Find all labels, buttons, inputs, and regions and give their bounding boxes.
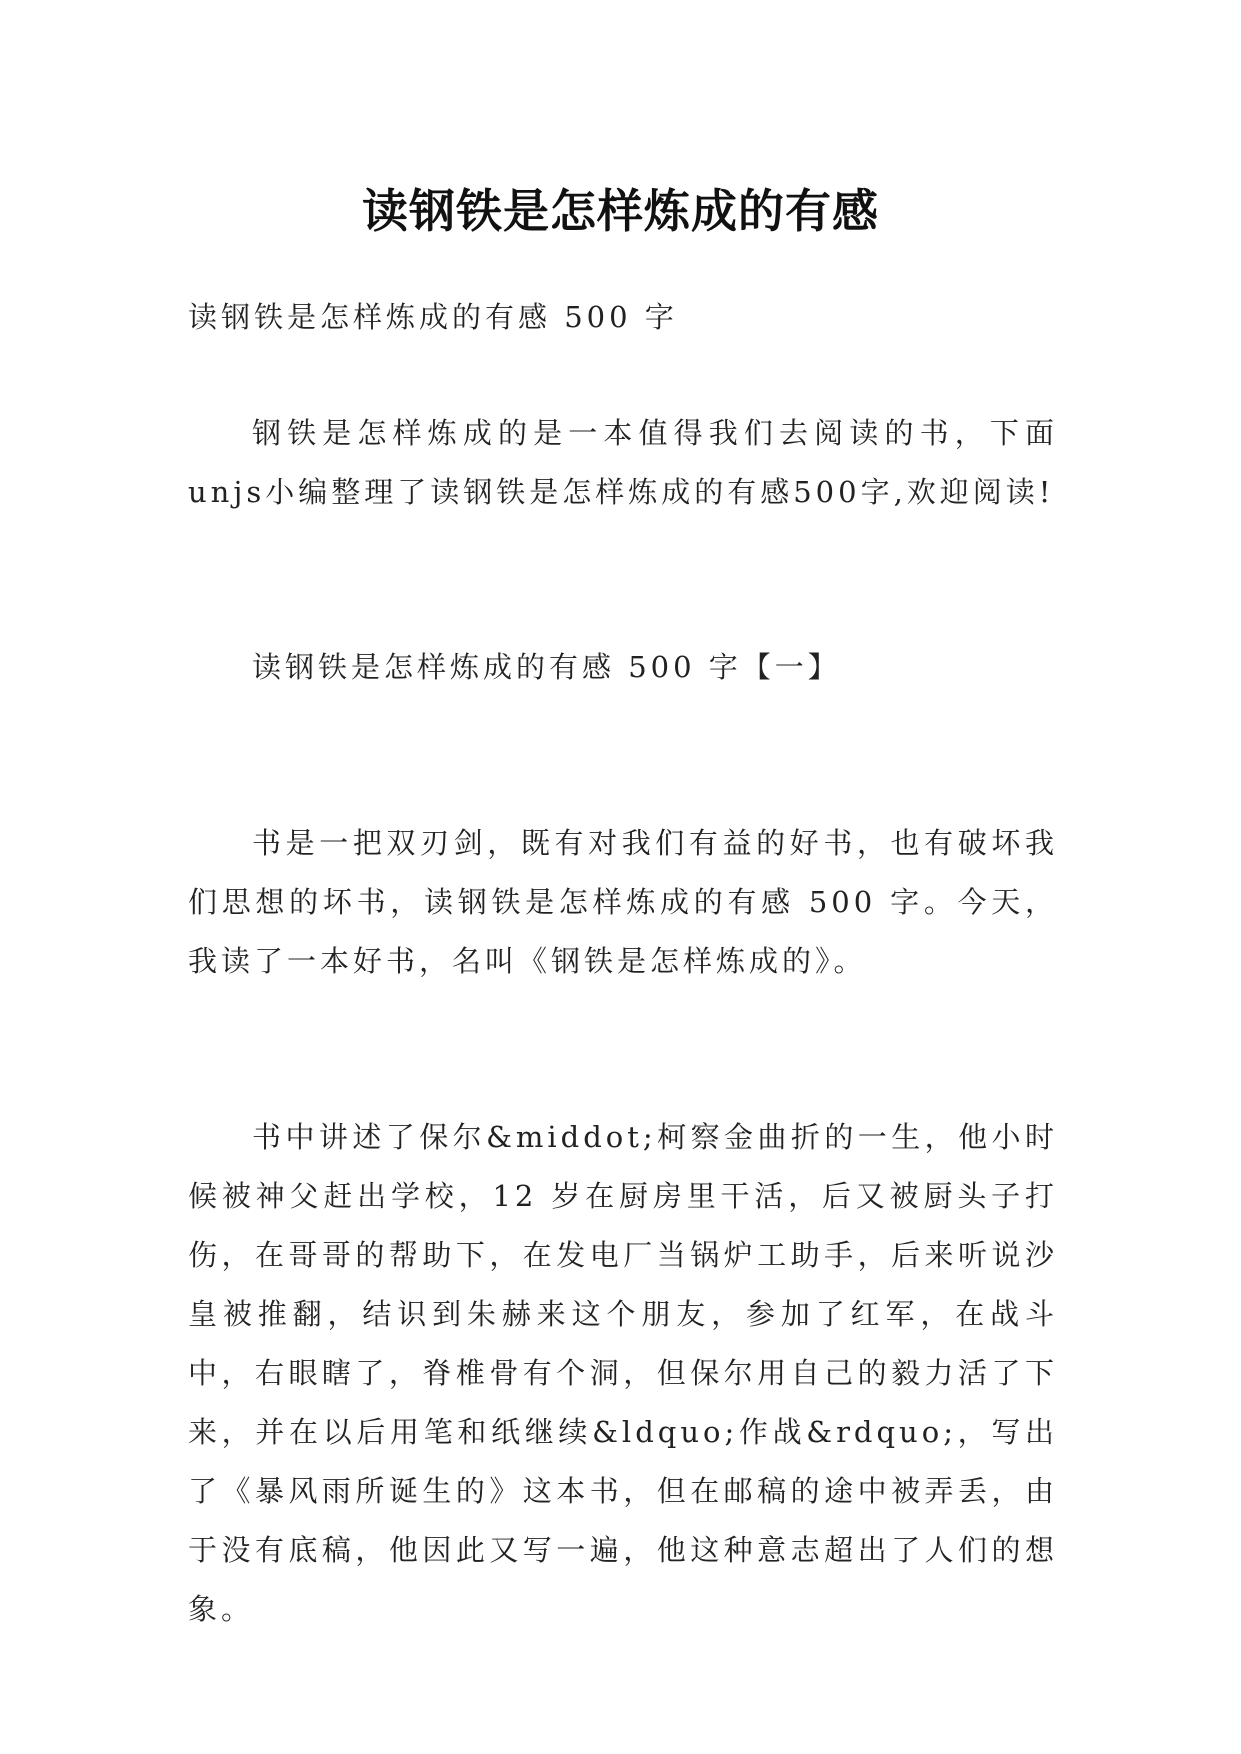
document-subtitle: 读钢铁是怎样炼成的有感 500 字 (188, 300, 678, 334)
body-paragraph-1: 书是一把双刃剑，既有对我们有益的好书，也有破坏我们思想的坏书，读钢铁是怎样炼成的有感 500 字。今天，我读了一本好书，名叫《钢铁是怎样炼成的》。 (188, 826, 1058, 978)
body-paragraph-2: 书中讲述了保尔&middot;柯察金曲折的一生，他小时候被神父赶出学校，12 岁在厨房里干活，后又被厨头子打伤，在哥哥的帮助下，在发电厂当锅炉工助手，后来听说沙皇被推翻，结识到朱赫来这个朋友，参加了红军，在战斗中，右眼瞎了，脊椎骨有个洞，但保尔用自己的毅力活了下来，并在以后用笔和纸继续&ldquo;作战&rdquo;，写出了《暴风雨所诞生的》这本书，但在邮稿的途中被弄丢，由于没有底稿，他因此又写一遍，他这种意志超出了人们的想象。 (188, 1120, 1058, 1626)
document-title: 读钢铁是怎样炼成的有感 (362, 183, 879, 238)
intro-paragraph: 钢铁是怎样炼成的是一本值得我们去阅读的书，下面 unjs小编整理了读钢铁是怎样炼成的有感500字,欢迎阅读! (188, 416, 1058, 509)
section-heading: 读钢铁是怎样炼成的有感 500 字【一】 (252, 650, 841, 684)
